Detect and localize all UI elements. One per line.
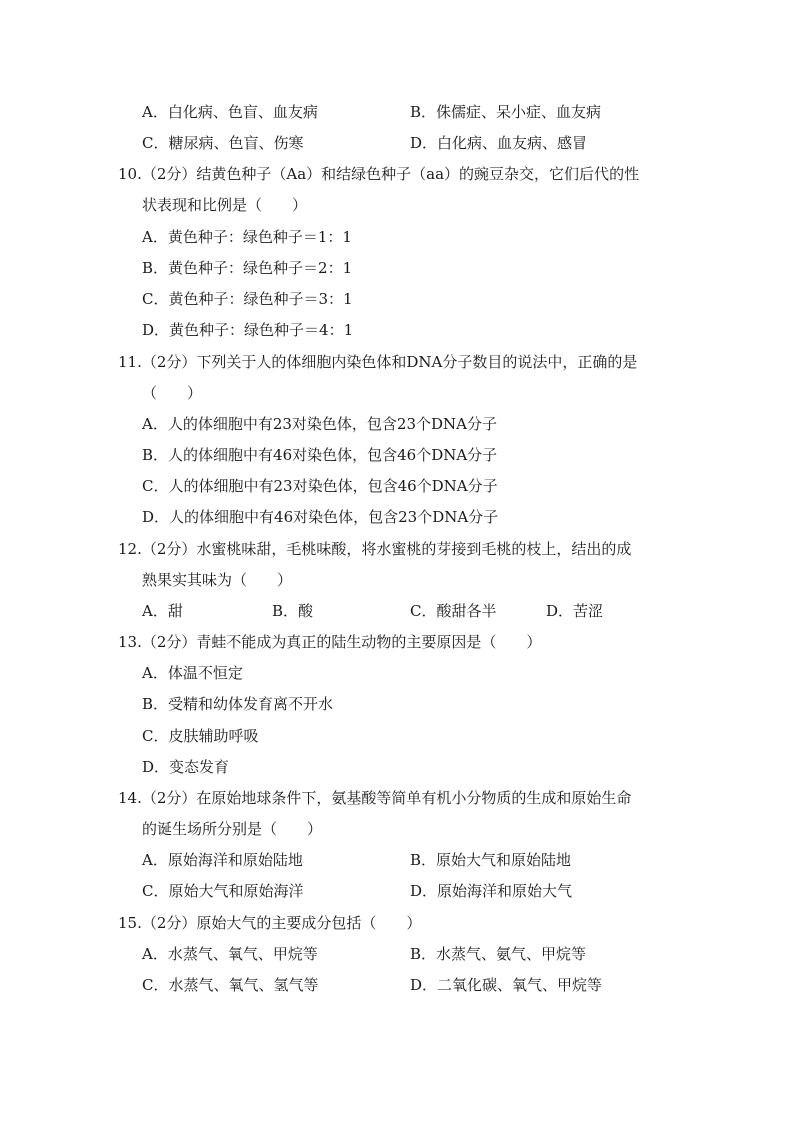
q10-option-d: D．黄色种子：绿色种子＝4：1 [142,321,354,339]
q12-stem-cont: 熟果实其味为（ ） [142,571,293,589]
q12-option-d: D．苦涩 [546,602,604,620]
q15-option-c: C．水蒸气、氧气、氢气等 [142,976,319,994]
q12-option-a: A．甜 [142,602,183,620]
q11-stem-cont: （ ） [142,384,203,402]
q10-stem-cont: 状表现和比例是（ ） [142,196,308,214]
q15-option-d: D．二氧化碳、氧气、甲烷等 [410,976,603,994]
q11-option-a: A．人的体细胞中有23对染色体，包含23个DNA分子 [142,415,497,433]
q11-option-d: D．人的体细胞中有46对染色体，包含23个DNA分子 [142,508,499,526]
q9-option-a: A．白化病、色盲、血友病 [142,103,318,121]
q14-option-a: A．原始海洋和原始陆地 [142,851,303,869]
q14-option-c: C．原始大气和原始海洋 [142,882,304,900]
q14-stem: 14.（2分）在原始地球条件下，氨基酸等简单有机小分物质的生成和原始生命 [118,789,632,807]
q10-option-a: A．黄色种子：绿色种子＝1：1 [142,228,352,246]
q13-option-a: A．体温不恒定 [142,664,243,682]
q13-option-b: B．受精和幼体发育离不开水 [142,695,334,713]
q14-option-b: B．原始大气和原始陆地 [410,851,572,869]
q9-option-c: C．糖尿病、色盲、伤寒 [142,134,304,152]
q12-option-c: C．酸甜各半 [410,602,497,620]
q10-stem: 10.（2分）结黄色种子（Aa）和结绿色种子（aa）的豌豆杂交，它们后代的性 [118,165,640,183]
q10-option-b: B．黄色种子：绿色种子＝2：1 [142,259,353,277]
q13-stem: 13.（2分）青蛙不能成为真正的陆生动物的主要原因是（ ） [118,633,542,651]
q9-option-b: B．侏儒症、呆小症、血友病 [410,103,602,121]
q14-option-d: D．原始海洋和原始大气 [410,882,573,900]
q9-option-d: D．白化病、血友病、感冒 [410,134,588,152]
q14-stem-cont: 的诞生场所分别是（ ） [142,820,323,838]
q15-stem: 15.（2分）原始大气的主要成分包括（ ） [118,914,422,932]
q12-option-b: B．酸 [272,602,314,620]
q13-option-d: D．变态发育 [142,758,230,776]
q12-stem: 12.（2分）水蜜桃味甜，毛桃味酸，将水蜜桃的芽接到毛桃的枝上，结出的成 [118,540,632,558]
q13-option-c: C．皮肤辅助呼吸 [142,727,259,745]
q11-option-b: B．人的体细胞中有46对染色体，包含46个DNA分子 [142,446,498,464]
q15-option-b: B．水蒸气、氨气、甲烷等 [410,945,587,963]
q11-stem: 11.（2分）下列关于人的体细胞内染色体和DNA分子数目的说法中，正确的是 [118,353,638,371]
q15-option-a: A．水蒸气、氧气、甲烷等 [142,945,318,963]
q10-option-c: C．黄色种子：绿色种子＝3：1 [142,290,353,308]
q11-option-c: C．人的体细胞中有23对染色体，包含46个DNA分子 [142,477,498,495]
